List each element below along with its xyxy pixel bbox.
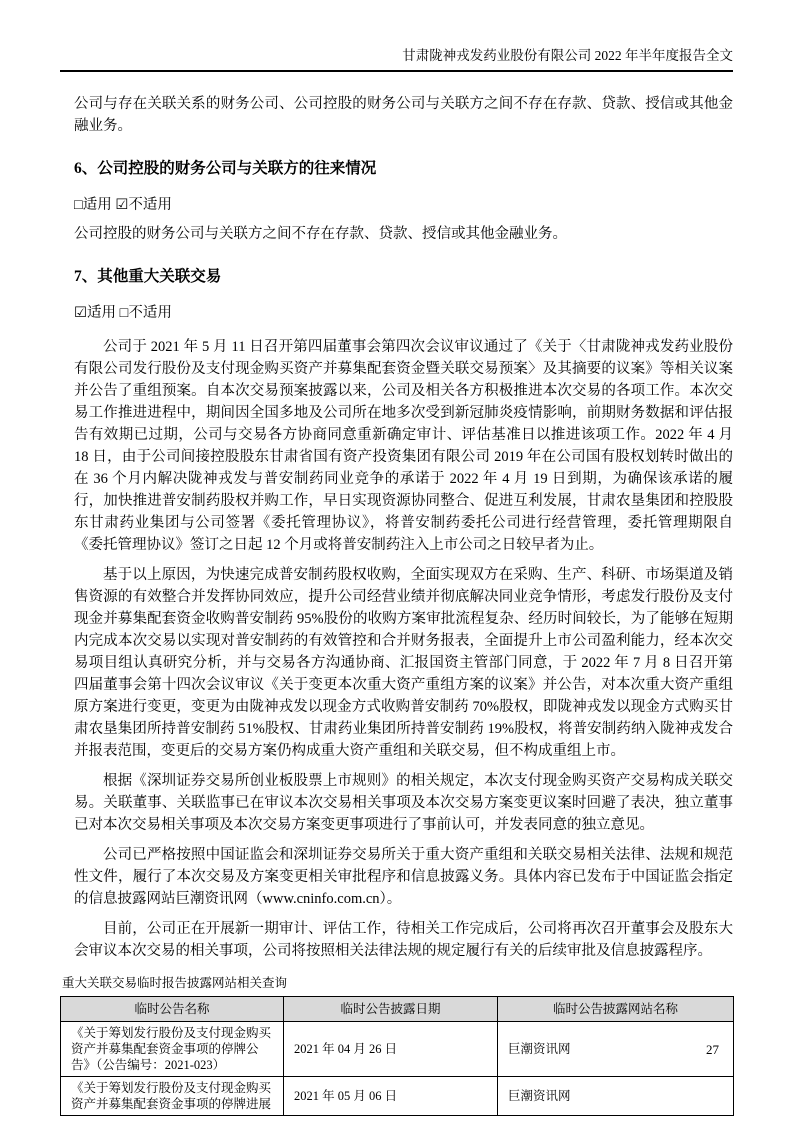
cell-announcement-name: 《关于筹划发行股份及支付现金购买资产并募集配套资金事项的停牌公告》（公告编号：2021-023） bbox=[61, 1022, 284, 1077]
cell-announcement-name: 《关于筹划发行股份及支付现金购买资产并募集配套资金事项的停牌进展 bbox=[61, 1077, 284, 1116]
page-header bbox=[60, 0, 733, 72]
page-number: 27 bbox=[706, 1042, 719, 1057]
section-6-heading: 6、公司控股的财务公司与关联方的往来情况 bbox=[74, 160, 377, 177]
disclosure-table bbox=[60, 996, 734, 1116]
intro-paragraph: 公司与存在关联关系的财务公司、公司控股的财务公司与关联方之间不存在存款、贷款、授信或其他金融业务。 bbox=[74, 96, 733, 134]
table-header-row bbox=[61, 997, 734, 1022]
section-7-paragraph-3: 根据《深圳证券交易所创业板股票上市规则》的相关规定，本次支付现金购买资产交易构成关联交易。关联董事、关联监事已在审议本次交易相关事项及本次交易方案变更议案时回避了表决，独立董事已对本次交易相关事项及本次交易方案变更事项进行了事前认可，并发表同意的独立意见。 bbox=[74, 773, 733, 833]
report-title: 甘肃陇神戎发药业股份有限公司 2022 年半年度报告全文 bbox=[402, 48, 733, 63]
cell-disclosure-date: 2021 年 05 月 06 日 bbox=[284, 1077, 498, 1116]
section-6-body: 公司控股的财务公司与关联方之间不存在存款、贷款、授信或其他金融业务。 bbox=[74, 226, 567, 242]
section-7-applicability-checkboxes: ☑适用 □不适用 bbox=[74, 305, 172, 321]
column-header-announcement-name: 临时公告名称 bbox=[61, 997, 284, 1022]
cell-disclosure-website: 巨潮资讯网 bbox=[498, 1022, 734, 1077]
table-row bbox=[61, 1022, 734, 1077]
section-7-paragraph-2: 基于以上原因，为快速完成普安制药股权收购，全面实现双方在采购、生产、科研、市场渠道及销售资源的有效整合并发挥协同效应，提升公司经营业绩并彻底解决同业竞争情形，考虑发行股份及支付现金并募集配套资金收购普安制药 95%股份的收购方案审批流程复杂、经历时间较长，为了能够在短期内完成本次交易以实现对普安制药的有效管控和合并财务报表，全面提升上市公司盈利能力，经本次交易项目组认真研究分析，并与交易各方沟通协商、汇报国资主管部门同意，于 2022 年 7 月 8 日召开第四届董事会第十四次会议审议《关于变更本次重大资产重组方案的议案》并公告，对本次重大资产重组原方案进行变更，变更为由陇神戎发以现金方式收购普安制药 70%股权，即陇神戎发以现金方式购买甘肃农垦集团所持普安制药 51%股权、甘肃药业集团所持普安制药 19%股权，将普安制药纳入陇神戎发合并报表范围，变更后的交易方案仍构成重大资产重组和关联交易，但不构成重组上市。 bbox=[74, 567, 733, 759]
section-7-heading: 7、其他重大关联交易 bbox=[74, 268, 222, 285]
column-header-disclosure-date: 临时公告披露日期 bbox=[284, 997, 498, 1022]
cell-disclosure-website: 巨潮资讯网 bbox=[498, 1077, 734, 1116]
disclosure-table-caption: 重大关联交易临时报告披露网站相关查询 bbox=[62, 976, 288, 990]
page-body bbox=[60, 93, 733, 1116]
column-header-disclosure-website: 临时公告披露网站名称 bbox=[498, 997, 734, 1022]
table-row bbox=[61, 1077, 734, 1116]
section-7-paragraph-1: 公司于 2021 年 5 月 11 日召开第四届董事会第四次会议审议通过了《关于〈甘肃陇神戎发药业股份有限公司发行股份及支付现金购买资产并募集配套资金暨关联交易预案〉及其摘要的议案》等相关议案并公告了重组预案。自本次交易预案披露以来，公司及相关各方积极推进本次交易的各项工作。本次交易工作推进进程中，期间因全国多地及公司所在地多次受到新冠肺炎疫情影响，前期财务数据和评估报告有效期已过期，公司与交易各方协商同意重新确定审计、评估基准日以推进该项工作。2022 年 4 月 18 日，由于公司间接控股股东甘肃省国有资产投资集团有限公司 2019 年在公司国有股权划转时做出的在 36 个月内解决陇神戎发与普安制药同业竞争的承诺于 2022 年 4 月 19 日到期，为确保该承诺的履行，加快推进普安制药股权并购工作，早日实现资源协同整合、促进互利发展，甘肃农垦集团和控股股东甘肃药业集团与公司签署《委托管理协议》，将普安制药委托公司进行经营管理，委托管理期限自《委托管理协议》签订之日起 12 个月或将普安制药注入上市公司之日较早者为止。 bbox=[74, 339, 733, 553]
cell-disclosure-date: 2021 年 04 月 26 日 bbox=[284, 1022, 498, 1077]
section-7-paragraph-4: 公司已严格按照中国证监会和深圳证券交易所关于重大资产重组和关联交易相关法律、法规和规范性文件，履行了本次交易及方案变更相关审批程序和信息披露义务。具体内容已发布于中国证监会指定的信息披露网站巨潮资讯网（www.cninfo.com.cn）。 bbox=[74, 847, 733, 907]
section-6-applicability-checkboxes: □适用 ☑不适用 bbox=[74, 197, 172, 213]
section-7-paragraph-5: 目前，公司正在开展新一期审计、评估工作，待相关工作完成后，公司将再次召开董事会及股东大会审议本次交易的相关事项，公司将按照相关法律法规的规定履行有关的后续审批及信息披露程序。 bbox=[74, 921, 733, 959]
